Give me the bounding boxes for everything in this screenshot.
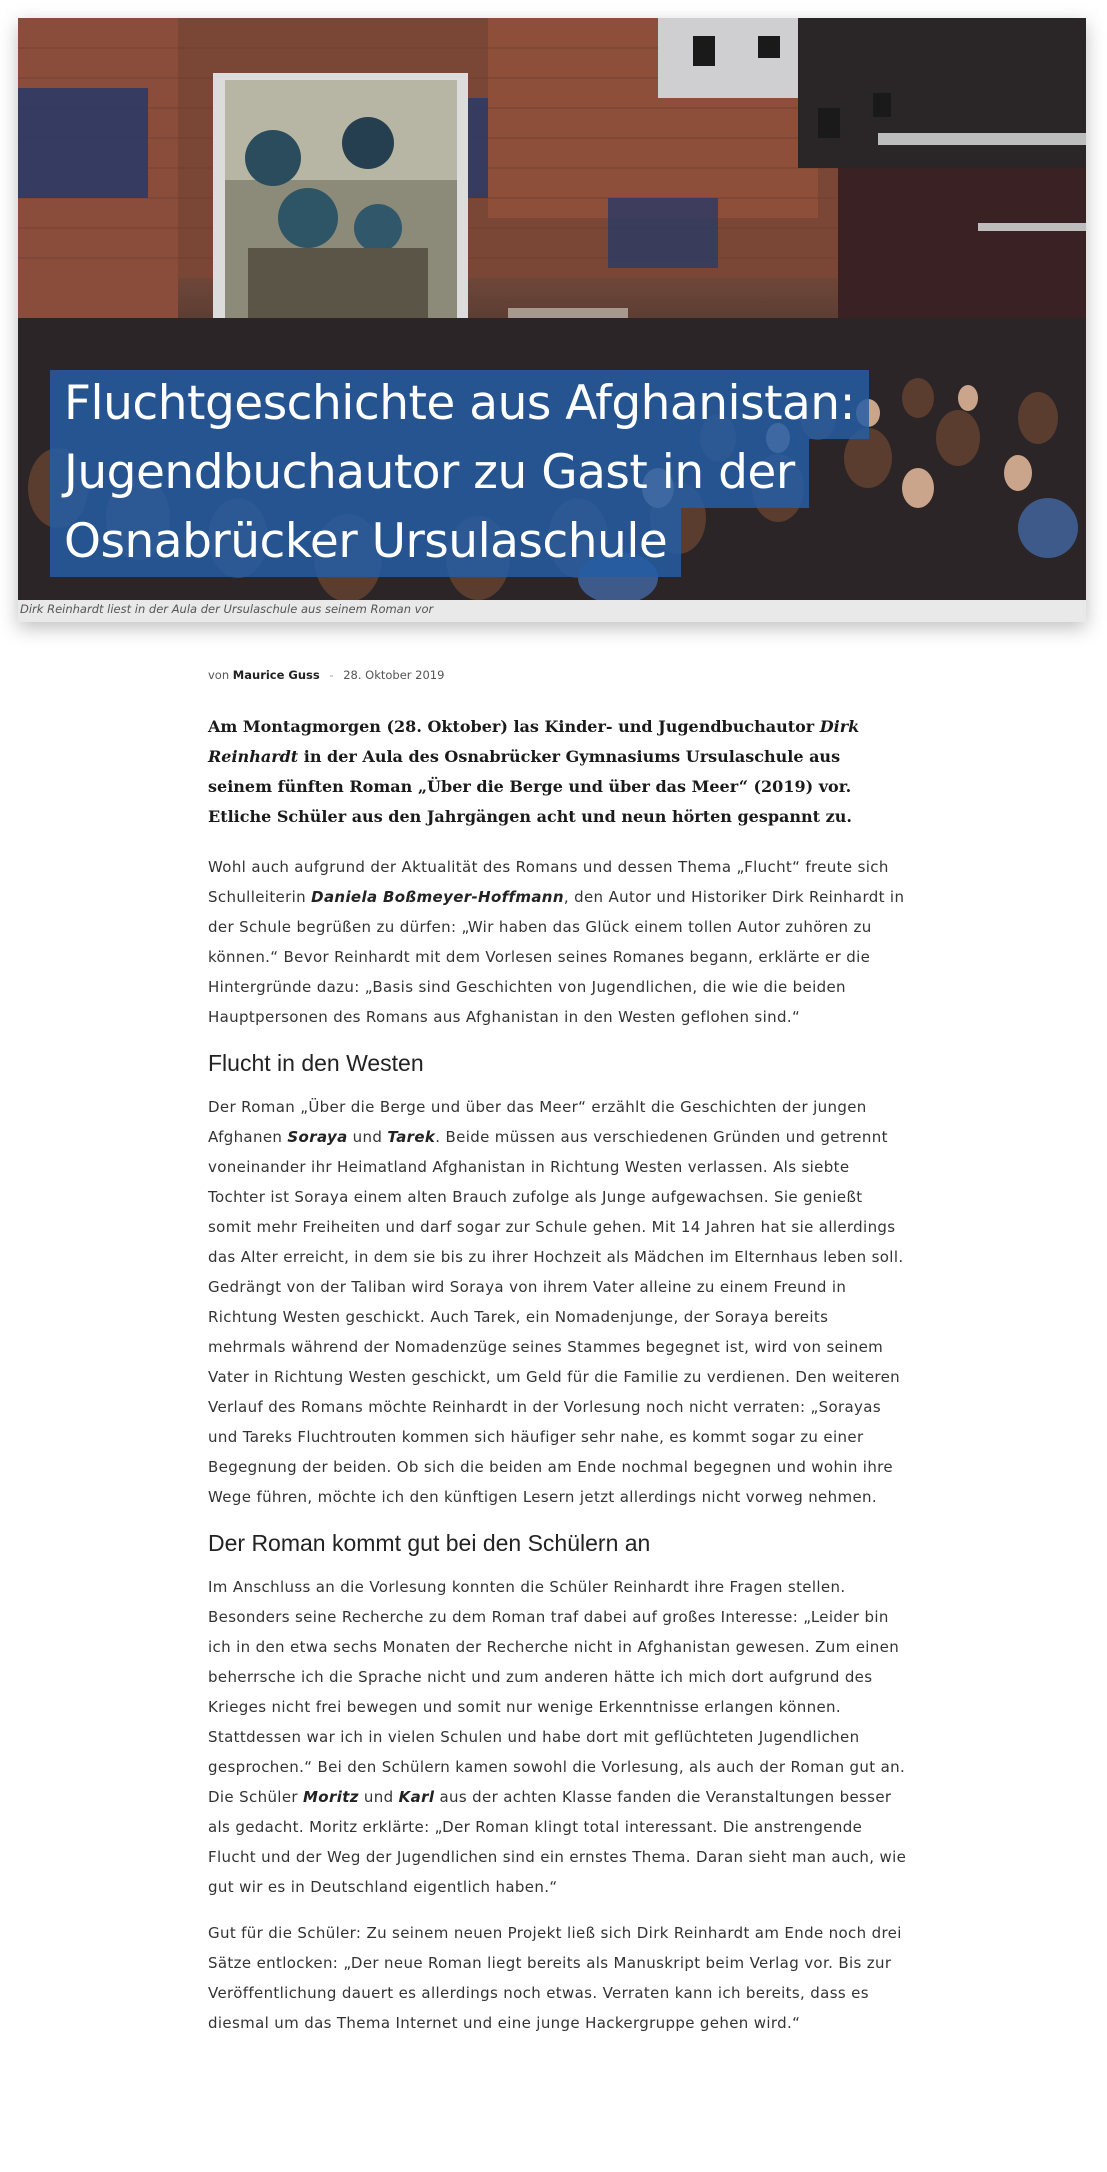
p3-name-2: Karl: [398, 1788, 435, 1806]
lead-text-2: in der Aula des Osnabrücker Gymnasiums Ursulaschule aus seinem fünften Roman „Über die Berge und über das Meer“ (2019) vor. Etliche Schüler aus den Jahrgängen acht und neun hörten gespannt zu.: [208, 747, 852, 826]
paragraph-4: Gut für die Schüler: Zu seinem neuen Projekt ließ sich Dirk Reinhardt am Ende noch drei Sätze entlocken: „Der neue Roman liegt bereits als Manuskript beim Verlag vor. Bis zur Veröffentlichung dauert es allerdings noch etwas. Verraten kann ich bereits, dass es diesmal um das Thema Internet und eine junge Hackergruppe gehen wird.“: [208, 1924, 902, 2032]
author-link[interactable]: Maurice Guss: [232, 668, 320, 682]
p2-text-1: Der Roman „Über die Berge und über das Meer“ erzählt die Geschichten der jungen Afghanen: [208, 1098, 867, 1146]
title-line-2: Jugendbuchautor zu Gast in der: [50, 439, 809, 508]
article-body: [208, 712, 908, 2054]
p3-name-1: Moritz: [303, 1788, 359, 1806]
title-line-3: Osnabrücker Ursulaschule: [50, 508, 681, 577]
paragraph-2: [208, 1092, 908, 1512]
paragraph-3: [208, 1572, 908, 1902]
p1-name: Daniela Boßmeyer-Hoffmann: [311, 888, 564, 906]
section-heading-1: Flucht in den Westen: [208, 1050, 424, 1076]
section-heading-2: Der Roman kommt gut bei den Schülern an: [208, 1530, 651, 1556]
lead-name: Dirk Reinhardt: [208, 717, 860, 766]
article-title: [50, 370, 910, 577]
article-meta: [208, 668, 444, 682]
byline-prefix: von: [208, 668, 230, 682]
publish-date: 28. Oktober 2019: [343, 668, 445, 682]
p2-text-2: und: [347, 1128, 388, 1146]
lead-text-1: Am Montagmorgen (28. Oktober) las Kinder- und Jugendbuchautor: [208, 717, 820, 736]
title-line-1: Fluchtgeschichte aus Afghanistan:: [50, 370, 869, 439]
meta-separator: -: [329, 668, 334, 682]
p2-name-2: Tarek: [387, 1128, 436, 1146]
p1-text-2: , den Autor und Historiker Dirk Reinhardt in der Schule begrüßen zu dürfen: „Wir haben das Glück einem tollen Autor zuhören zu können.“ Bevor Reinhardt mit dem Vorlesen seines Romanes begann, erklärte er die Hintergründe dazu: „Basis sind Geschichten von Jugendlichen, die wie die beiden Hauptpersonen des Romans aus Afghanistan in den Westen geflohen sind.“: [208, 888, 905, 1026]
image-caption: Dirk Reinhardt liest in der Aula der Ursulaschule aus seinem Roman vor: [20, 602, 434, 616]
p3-text-1: Im Anschluss an die Vorlesung konnten die Schüler Reinhardt ihre Fragen stellen. Besonders seine Recherche zu dem Roman traf dabei auf großes Interesse: „Leider bin ich in den etwa sechs Monaten der Recherche nicht in Afghanistan gewesen. Zum einen beherrsche ich die Sprache nicht und zum anderen hätte ich mich dort aufgrund des Krieges nicht frei bewegen und somit nur wenige Erkenntnisse erlangen können. Stattdessen war ich in vielen Schulen und habe dort mit geflüchteten Jugendlichen gesprochen.“ Bei den Schülern kamen sowohl die Vorlesung, als auch der Roman gut an. Die Schüler: [208, 1578, 906, 1806]
p2-text-3: . Beide müssen aus verschiedenen Gründen und getrennt voneinander ihr Heimatland Afghanistan in Richtung Westen verlassen. Als siebte Tochter ist Soraya einem alten Brauch zufolge als Junge aufgewachsen. Sie genießt somit mehr Freiheiten und darf sogar zur Schule gehen. Mit 14 Jahren hat sie allerdings das Alter erreicht, in dem sie bis zu ihrer Hochzeit als Mädchen im Elternhaus leben soll. Gedrängt von der Taliban wird Soraya von ihrem Vater alleine zu einem Freund in Richtung Westen geschickt. Auch Tarek, ein Nomadenjunge, der Soraya bereits mehrmals während der Nomadenzüge seines Stammes begegnet ist, wird von seinem Vater in Richtung Westen geschickt, um Geld für die Familie zu verdienen. Den weiteren Verlauf des Romans möchte Reinhardt in der Vorlesung noch nicht verraten: „Sorayas und Tareks Fluchtrouten kommen sich häufiger sehr nahe, es kommt sogar zu einer Begegnung der beiden. Ob sich die beiden am Ende nochmal begegnen und wohin ihre Wege führen, möchte ich den künftigen Lesern jetzt allerdings nicht vorweg nehmen.: [208, 1128, 904, 1506]
paragraph-1: [208, 852, 908, 1032]
p3-text-3: aus der achten Klasse fanden die Veranstaltungen besser als gedacht. Moritz erklärte: „Der Roman klingt total interessant. Die anstrengende Flucht und der Weg der Jugendlichen sind ein ernstes Thema. Daran sieht man auch, wie gut wir es in Deutschland eigentlich haben.“: [208, 1788, 907, 1896]
hero-figure: [18, 18, 1086, 622]
p3-text-2: und: [358, 1788, 399, 1806]
lead-paragraph: [208, 712, 908, 832]
p1-text-1: Wohl auch aufgrund der Aktualität des Romans und dessen Thema „Flucht“ freute sich Schulleiterin: [208, 858, 889, 906]
p2-name-1: Soraya: [287, 1128, 348, 1146]
